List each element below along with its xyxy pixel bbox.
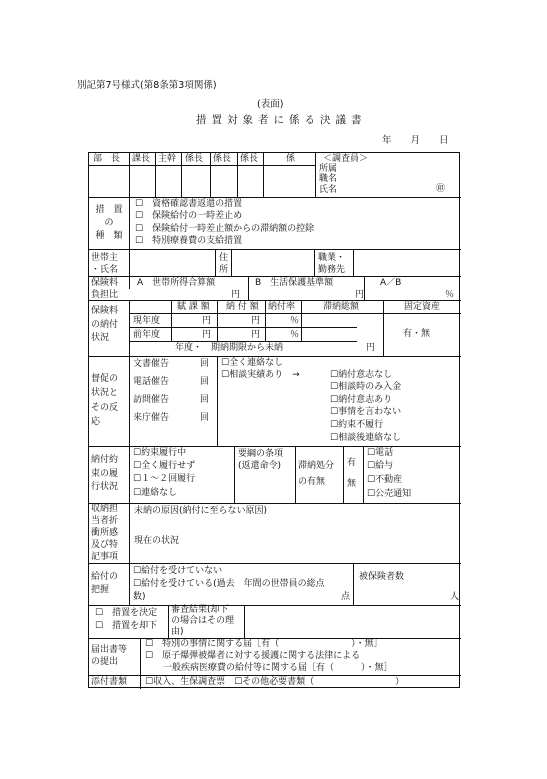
approval-col-1: 部 長 <box>93 154 121 164</box>
contact-yes[interactable]: ☐相談実績あり → <box>221 370 300 380</box>
insured-count-unit: 人 <box>450 592 460 602</box>
approval-col-3: 主幹 <box>158 154 177 164</box>
position-label: 職名 <box>319 174 338 184</box>
form-id: 別記第7号様式(第8条第3項関係) <box>77 80 217 91</box>
payment-header-5: 固定資産 <box>404 302 441 312</box>
reminder-type-2: 電話催告 <box>133 377 170 387</box>
target-2[interactable]: ☐給与 <box>367 461 394 471</box>
job-label: 職業・ 勤務先 <box>318 253 346 276</box>
reminder-type-3: 訪問催告 <box>133 395 170 405</box>
result-5[interactable]: ☐約束不履行 <box>330 420 384 430</box>
return-order-label: 要綱の条項 (返還命令) <box>238 449 284 471</box>
target-4[interactable]: ☐公売通知 <box>367 489 412 499</box>
measure-option-1[interactable]: ☐ 資格確認書返還の措置 <box>135 199 243 209</box>
investigator-label: ＜調査員＞ <box>323 154 369 164</box>
side-label: (表面) <box>257 99 284 110</box>
decision-form <box>88 152 460 688</box>
disposal-yes[interactable]: 有 <box>347 458 357 468</box>
ratio-b-label: B 生活保護基準額 <box>255 278 334 288</box>
reminder-mark-4: 回 <box>200 413 210 423</box>
payment-row-current: 現年度 <box>133 316 161 326</box>
attachment-options[interactable]: ☐収入、生保調査票 ☐その他必要書類（ ） <box>145 677 405 687</box>
reminder-label: 督促の 状況と その反 応 <box>91 374 119 428</box>
contact-none[interactable]: ☐全く連絡なし <box>221 358 284 368</box>
payment-current-pct: ％ <box>290 316 300 326</box>
payment-header-4: 滞納総額 <box>323 302 360 312</box>
target-3[interactable]: ☐不動産 <box>367 475 403 485</box>
payment-header-3: 納付率 <box>268 302 296 312</box>
name-label: 氏名 <box>319 185 338 195</box>
review-label: 審査結果(却下 の場合はその理 由) <box>171 605 235 637</box>
payment-header-1: 賦 課 額 <box>177 302 210 312</box>
payment-current-yen-1: 円 <box>202 316 212 326</box>
payment-current-yen-2: 円 <box>251 316 261 326</box>
notice-label: 届出書等 の提出 <box>91 645 128 668</box>
result-2[interactable]: ☐相談時のみ入金 <box>330 382 402 392</box>
ratio-ab-label: A／B <box>380 278 402 288</box>
reject-option[interactable]: ☐ 措置を却下 <box>95 621 158 631</box>
notice-line-2[interactable]: ☐ 原子爆弾被爆者に対する援護に関する法律による <box>145 651 361 661</box>
ratio-a-yen: 円 <box>231 290 241 300</box>
promise-option-1[interactable]: ☐約束履行中 <box>133 448 187 458</box>
target-1[interactable]: ☐電話 <box>367 448 394 458</box>
reminder-mark-2: 回 <box>200 377 210 387</box>
result-1[interactable]: ☐納付意志なし <box>330 370 393 380</box>
address-label: 住 所 <box>219 253 229 276</box>
reminder-mark-3: 回 <box>200 395 210 405</box>
seal-mark: ㊞ <box>436 184 446 194</box>
approval-col-2: 課長 <box>132 154 151 164</box>
result-3[interactable]: ☐納付意志あり <box>330 395 393 405</box>
reminder-mark-1: 回 <box>200 359 210 369</box>
payment-period: 年度・ 期納期限から未納 <box>175 343 284 353</box>
insured-count-label: 被保険者数 <box>359 572 405 582</box>
approval-col-4: 係長 <box>185 154 204 164</box>
payment-row-prior: 前年度 <box>133 330 161 340</box>
result-4[interactable]: ☐事情を言わない <box>330 407 402 417</box>
approval-col-7: 係 <box>286 154 296 164</box>
ratio-pct: ％ <box>445 290 455 300</box>
promise-option-2[interactable]: ☐全く履行せず <box>133 461 196 471</box>
payment-header-2: 納 付 額 <box>226 302 259 312</box>
measure-option-4[interactable]: ☐ 特別療養費の支給措置 <box>135 236 243 246</box>
opinion-label: 収納担 当者折 衝所感 及び特 記事項 <box>91 504 119 562</box>
dept-label: 所属 <box>319 164 338 174</box>
benefit-received-2: 数) <box>133 592 146 602</box>
disposal-label: 滞納処分 の有無 <box>298 461 335 488</box>
benefit-unit: 点 <box>341 592 351 602</box>
payment-prior-pct: ％ <box>290 330 300 340</box>
date-field: 年 月 日 <box>382 135 449 146</box>
ratio-label: 保険料 負担比 <box>91 278 119 300</box>
opinion-current: 現在の状況 <box>134 536 180 546</box>
attachment-label: 添付書類 <box>91 677 128 687</box>
promise-option-4[interactable]: ☐連絡なし <box>133 488 178 498</box>
benefit-not-received[interactable]: ☐給付を受けていない <box>133 566 223 576</box>
page-title: 措置対象者に係る決議書 <box>196 114 367 126</box>
measure-option-3[interactable]: ☐ 保険給付一時差止額からの滞納額の控除 <box>135 224 315 234</box>
householder-label: 世帯主 ・氏名 <box>91 253 119 276</box>
payment-total-yen: 円 <box>366 343 376 353</box>
benefit-received[interactable]: ☐給付を受けている(過去 年間の世帯員の総点 <box>133 579 325 589</box>
approval-col-5: 係長 <box>213 154 232 164</box>
reminder-type-4: 来庁催告 <box>133 413 170 423</box>
measure-option-2[interactable]: ☐ 保険給付の一時差止め <box>135 211 243 221</box>
payment-prior-yen-2: 円 <box>251 330 261 340</box>
result-6[interactable]: ☐相談後連絡なし <box>330 433 402 443</box>
ratio-a-label: A 世帯所得合算額 <box>137 278 216 288</box>
decide-option[interactable]: ☐ 措置を決定 <box>95 608 158 618</box>
payment-label: 保険料 の納付 状況 <box>91 306 119 343</box>
opinion-reason: 未納の原因(納付に至らない原因) <box>134 506 268 516</box>
promise-option-3[interactable]: ☐１～２回履行 <box>133 474 196 484</box>
ratio-b-yen: 円 <box>355 290 365 300</box>
payment-prior-yen-1: 円 <box>202 330 212 340</box>
asset-choice[interactable]: 有・無 <box>403 329 431 339</box>
notice-line-1[interactable]: ☐ 特別の事情に関する届［有（ ）・無］ <box>145 639 383 649</box>
benefit-label: 給付の 把握 <box>91 572 119 595</box>
approval-col-6: 係長 <box>240 154 259 164</box>
disposal-no[interactable]: 無 <box>347 479 357 489</box>
notice-line-3: 一般疾病医療費の給付等に関する届［有（ ）・無］ <box>145 663 393 673</box>
reminder-type-1: 文書催告 <box>133 359 170 369</box>
measure-label: 措 置 の 種 類 <box>95 205 123 242</box>
promise-label: 納付約 束の履 行状況 <box>91 455 119 492</box>
